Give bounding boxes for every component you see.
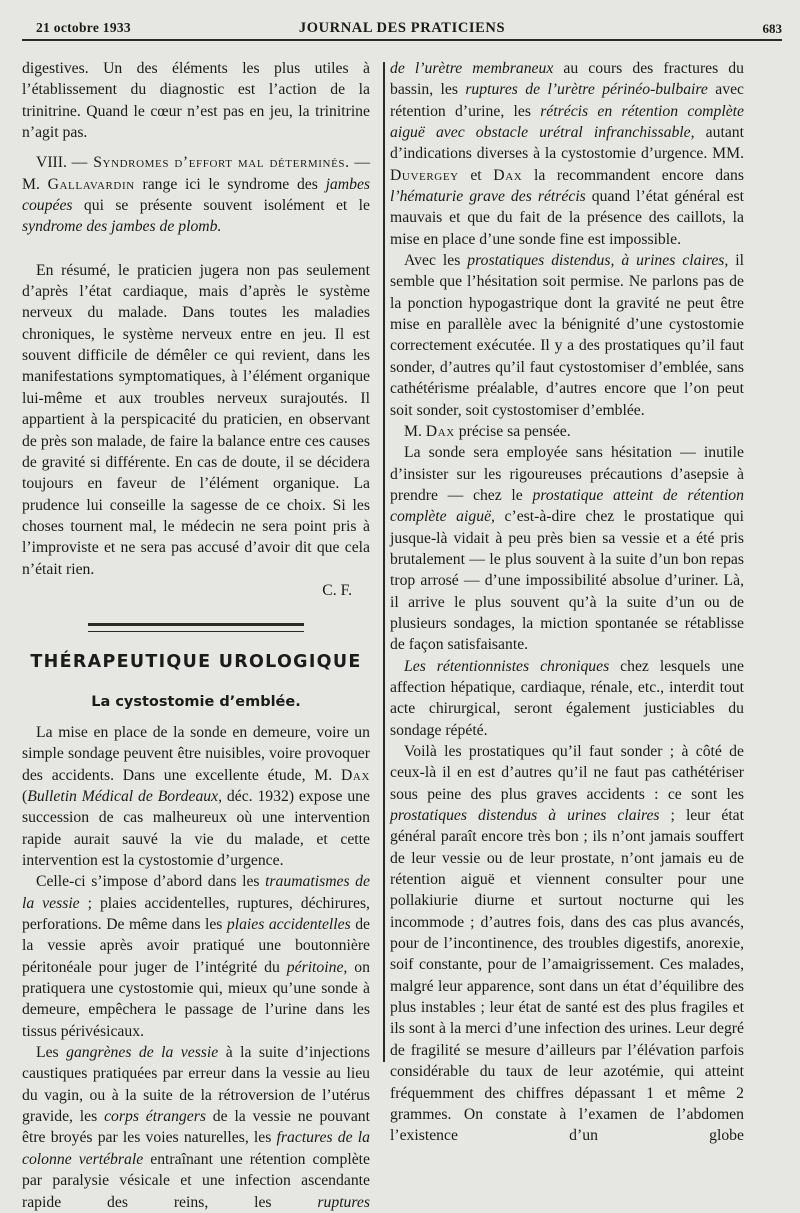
italic-term: rétrécis en rétention complète aiguë avec obstacle urétral infranchissable,: [390, 102, 744, 142]
italic-term: ruptures de l’urètre périnéo-bulbaire: [465, 81, 708, 99]
page-header: [22, 18, 782, 40]
journal-title: JOURNAL DES PRATICIENS: [298, 20, 506, 36]
italic-term: traumatismes de la vessie: [22, 873, 370, 912]
text-run: au cours des fractures du bassin, les: [390, 60, 744, 99]
text-run: c’est-à-dire chez le prostatique qui jusque-là vidait à peu près bien sa vessie et a été pris brutalement — le plus souvent à la suite d’un bon repas trop arrosé — d’une impossibilité absolue d’uriner. Là, il arrive le plus souvent qu’à la suite d’un ou de plusieurs sondages, la miction spontanée se rétablisse de façon satisfaisante.: [390, 508, 744, 654]
italic-term: plaies accidentelles: [226, 916, 351, 934]
text-run: ; plaies accidentelles, ruptures, déchirures, perforations. De même dans les: [22, 894, 370, 934]
article-subtitle: La cystostomie d’emblée.: [91, 693, 301, 710]
column-divider: [383, 62, 385, 1062]
text-run: La sonde sera employée sans hésitation — inutile d’insister sur les rigoureuses précautions d’asepsie à prendre — chez le: [390, 444, 744, 504]
text-run: ; leur état général paraît encore très bon ; ils n’ont jamais souffert de leur vessie ou de leur prostate, n’ont jamais eu de rétention aiguë et viennent consulter pour une pollakiurie diurne et surtout nocturne qui les incommode ; d’autres fois, dans des cas plus avancés, pour de l’incontinence, des troubles digestifs, anorexie, soif constante, pour de l’amaigrissement. Ces malades, malgré leur apparence, sont dans un état d’équilibre des plus instables ; leur état de santé est des plus fragiles et ils sont à la merci d’une infection des urines. Leur degré de fragilité se mesure d’ailleurs par l’élévation parfois considérable du taux de leur azotémie, qui atteint fréquemment des chiffres dépassant 1 et même 2 grammes. On constate à l’examen de l’abdomen l’existence d’un globe: [390, 807, 744, 1145]
text-run: La mise en place de la sonde en demeure, voire un simple sondage peuvent être nuisibles, voire provoquer des accidents. Dans une excellente étude, M.: [22, 723, 370, 784]
section-separator: [88, 623, 304, 632]
text-run: qui se présente souvent isolément et le: [72, 197, 370, 215]
paragraph-traumatismes: [22, 871, 370, 1042]
italic-term: prostatiques distendus, à urines claires,: [467, 252, 729, 270]
text-run: déc. 1932) expose une succession de cas malheureux où une intervention rapide aurait sauvé la vie du malade, et cette intervention est la cystostomie d’urgence.: [22, 787, 370, 869]
paragraph-sonde: [390, 442, 744, 655]
text-run: — M.: [22, 154, 371, 193]
text-run: chez lesquels une affection hépatique, cardiaque, rénale, etc., interdit tout acte chirurgical, seront également justiciables du sondage répété.: [390, 657, 744, 739]
paragraph-gangrenes: [22, 1042, 370, 1213]
text-run: quand l’état général est mauvais et que du fait de la présence des caillots, la mise en place d’une sonde fine est impossible.: [390, 188, 744, 248]
italic-term: corps étrangers: [104, 1108, 206, 1126]
italic-term: fractures de la colonne vertébrale: [22, 1129, 370, 1168]
paragraph-prostatiques: [390, 250, 744, 421]
text-run: de la vessie après avoir pratiqué une boutonnière péritonéale pour juger de l’intégrité du: [22, 916, 370, 976]
paragraph-retentionnistes: [390, 656, 744, 741]
text-run: autant d’indications diverses à la cystostomie d’urgence. MM.: [390, 124, 744, 163]
italic-term: ruptures: [317, 1193, 370, 1211]
header-rule: [22, 39, 782, 41]
text-run: M.: [404, 422, 426, 440]
author-name: Gallavardin: [47, 175, 135, 193]
paragraph-viii: [22, 152, 370, 237]
paragraph-resume: En résumé, le praticien jugera non pas seulement d’après l’état cardiaque, mais d’après le système nerveux du malade. Dans toutes les maladies chroniques, le système nerveux entre en jeu. Il est souvent difficile de démêler ce qui revient, dans les manifestations symptomatiques, à l’élément organique lui-même et aux troubles nerveux surajoutés. Il appartient à la perspicacité du praticien, en observant de près son malade, de faire la balance entre ces causes de gravité si différente. En cas de doute, il se décidera toujours en faveur de l’élément organique. La prudence lui conseille la sagesse de ce choix. Si les choses tournent mal, le médecin ne sera point pris à l’improviste et ne sera pas accusé d’avoir dit que cela n’était rien.: [22, 261, 370, 578]
italic-term: Les rétentionnistes chroniques: [404, 657, 610, 675]
text-run: avec rétention d’urine, les: [390, 81, 744, 120]
italic-term: gangrènes de la vessie: [66, 1044, 219, 1062]
section-heading: — Syndromes d’effort mal déterminés.: [71, 154, 350, 172]
author-name: Dax: [340, 766, 370, 784]
italic-term: jambes coupées: [22, 175, 371, 215]
paragraph-voila: [390, 741, 744, 1147]
italic-term: prostatiques distendus à urines claires: [390, 807, 660, 825]
text-run: entraînant une rétention complète par paralysie vésicale et une infection ascendante rapide des reins, les: [22, 1150, 370, 1211]
left-column: [22, 58, 370, 1213]
text-run: à la suite d’injections caustiques pratiquées par erreur dans la vessie au lieu du vagin, ou à la suite de la rétroversion de l’utérus gravide, les: [22, 1044, 370, 1126]
text-run: on pratiquera une cystostomie qui, mieux qu’une sonde à demeure, empêchera le passage de l’urine dans les tissus périvésicaux.: [22, 958, 370, 1040]
section-number: VIII.: [36, 154, 67, 172]
italic-term: l’hématurie grave des rétrécis: [390, 188, 586, 206]
text-run: Celle-ci s’impose d’abord dans les: [36, 873, 266, 891]
text-run: de la vessie ne pouvant être broyés par les voies naturelles, les: [22, 1108, 370, 1147]
author-name: Dax: [493, 166, 523, 184]
text-run: (: [22, 787, 28, 805]
italic-term: de l’urètre membraneux: [390, 60, 554, 77]
paragraph-dax-precise: [390, 421, 744, 442]
italic-term: péritoine,: [286, 958, 348, 976]
page-number: 683: [762, 21, 782, 36]
text-run: Avec les: [404, 252, 468, 270]
text-run: et: [458, 166, 494, 184]
text-run: range ici le syndrome des: [134, 175, 326, 193]
section-title: THÉRAPEUTIQUE UROLOGIQUE: [30, 652, 362, 673]
italic-term: syndrome des jambes de plomb.: [22, 218, 222, 236]
text-run: Les: [36, 1044, 67, 1062]
journal-citation: Bulletin Médical de Bordeaux,: [27, 787, 223, 805]
paragraph-intro: [22, 722, 370, 871]
signature: C. F.: [322, 581, 352, 599]
paragraph-digestives: digestives. Un des éléments les plus utiles à l’établissement du diagnostic est l’action de la trinitrine. Quand le cœur n’est pas en jeu, la trinitrine n’agit pas.: [22, 60, 370, 142]
author-name: Dax: [425, 422, 455, 440]
issue-date: 21 octobre 1933: [36, 20, 131, 35]
text-run: il semble que l’hésitation soit permise. Ne parlons pas de la ponction hypogastrique dont la gravité ne peut être mise en parallèle avec la bénignité d’une cystostomie correctement exécutée. Il y a des prostatiques qu’il faut sonder, d’autres qu’il faut cystostomiser d’emblée, sans cathétérisme préalable, d’autres encore que l’on peut soit sonder, soit cystostomiser d’emblée.: [390, 252, 744, 419]
text-run: Voilà les prostatiques qu’il faut sonder ; à côté de ceux-là il en est d’autres qu’il ne faut pas cathétériser sous peine des plus graves accidents : ce sont les: [390, 743, 744, 803]
text-run: précise sa pensée.: [454, 422, 571, 440]
text-run: la recommandent encore dans: [522, 166, 744, 184]
right-column: [390, 58, 744, 1147]
author-name: Duvergey: [390, 166, 459, 184]
paragraph-ruptures: [390, 58, 744, 250]
italic-term: prostatique atteint de rétention complète aiguë,: [390, 486, 744, 526]
